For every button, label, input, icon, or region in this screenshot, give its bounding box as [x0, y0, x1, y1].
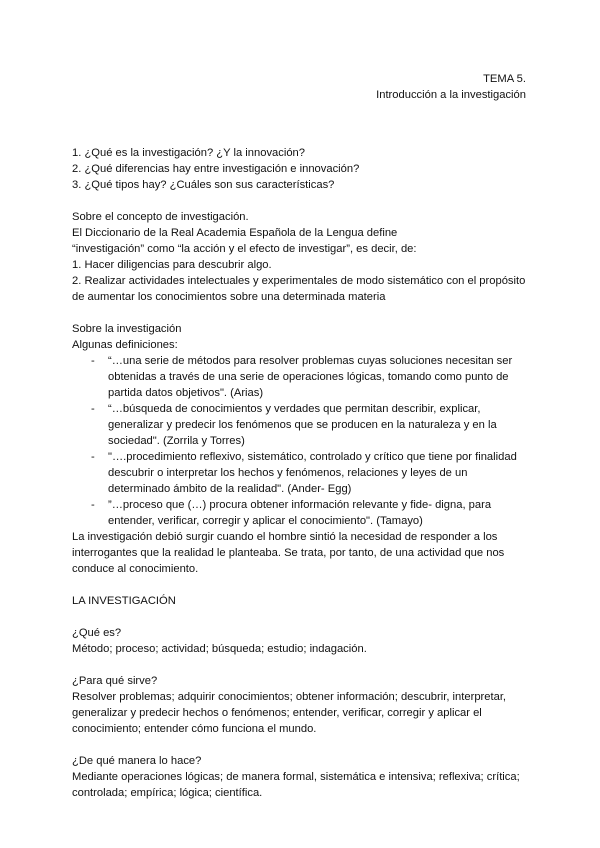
method-answer: Mediante operaciones lógicas; de manera formal, sistemática e intensiva; reflexiva; crítica; controlada; empírica; lógica; científica. — [72, 771, 520, 799]
questions-list — [72, 145, 532, 193]
method-block — [72, 753, 532, 801]
concept-item-1: 1. Hacer diligencias para descubrir algo. — [72, 259, 272, 271]
what-is-question: ¿Qué es? — [72, 627, 122, 639]
research-section — [72, 321, 532, 577]
question-1: 1. ¿Qué es la investigación? ¿Y la innovación? — [72, 147, 306, 159]
topic-number: TEMA 5. — [483, 73, 526, 85]
what-is-block — [72, 625, 532, 657]
purpose-answer: Resolver problemas; adquirir conocimientos; obtener información; descubrir, interpretar, generalizar y predecir hechos o fenómenos; entender, verificar, corregir y aplicar el conocimiento; entender cómo funciona el mundo. — [72, 691, 507, 735]
concept-section — [72, 209, 532, 305]
research-closing: La investigación debió surgir cuando el hombre sintió la necesidad de responder a los interrogantes que la realidad le planteaba. Se trata, por tanto, de una actividad que nos conduce al conocimiento. — [72, 531, 505, 575]
definition-arias: - “…una serie de métodos para resolver problemas cuyas soluciones necesitan ser obtenidas a través de una serie de operaciones lógicas, tomando como punto de partida datos objetivos". (Arias) — [72, 353, 532, 401]
research-heading: Sobre la investigación — [72, 323, 182, 335]
question-2: 2. ¿Qué diferencias hay entre investigación e innovación? — [72, 163, 360, 175]
definition-zorrila-torres: - “…búsqueda de conocimientos y verdades que permitan describir, explicar, generalizar y predecir los fenómenos que se producen en la naturaleza y en la sociedad". (Zorrila y Torres) — [72, 401, 532, 449]
concept-heading: Sobre el concepto de investigación. — [72, 211, 249, 223]
definition-ander-egg: - "….procedimiento reflexivo, sistemático, controlado y crítico que tiene por finalidad descubrir o interpretar los hechos y fenómenos, relaciones y leyes de un determinado ámbito de la realidad". (Ander- Egg) — [72, 449, 532, 497]
document-header — [376, 71, 526, 103]
what-is-answer: Método; proceso; actividad; búsqueda; estudio; indagación. — [72, 643, 367, 655]
method-question: ¿De qué manera lo hace? — [72, 755, 202, 767]
section-title: LA INVESTIGACIÓN — [72, 595, 176, 607]
concept-line-1: El Diccionario de la Real Academia Española de la Lengua define — [72, 227, 398, 239]
purpose-block — [72, 673, 532, 737]
concept-line-2: “investigación” como “la acción y el efecto de investigar”, es decir, de: — [72, 243, 417, 255]
definitions-heading: Algunas definiciones: — [72, 339, 178, 351]
concept-item-2: 2. Realizar actividades intelectuales y experimentales de modo sistemático con el propósito de aumentar los conocimientos sobre una determinada materia — [72, 275, 526, 303]
topic-title: Introducción a la investigación — [376, 89, 526, 101]
definition-tamayo: - ”…proceso que (…) procura obtener información relevante y fide- digna, para entender, verificar, corregir y aplicar el conocimiento". (Tamayo) — [72, 497, 532, 529]
document-body — [72, 145, 532, 801]
question-3: 3. ¿Qué tipos hay? ¿Cuáles son sus características? — [72, 179, 335, 191]
definitions-list — [72, 353, 532, 529]
purpose-question: ¿Para qué sirve? — [72, 675, 158, 687]
